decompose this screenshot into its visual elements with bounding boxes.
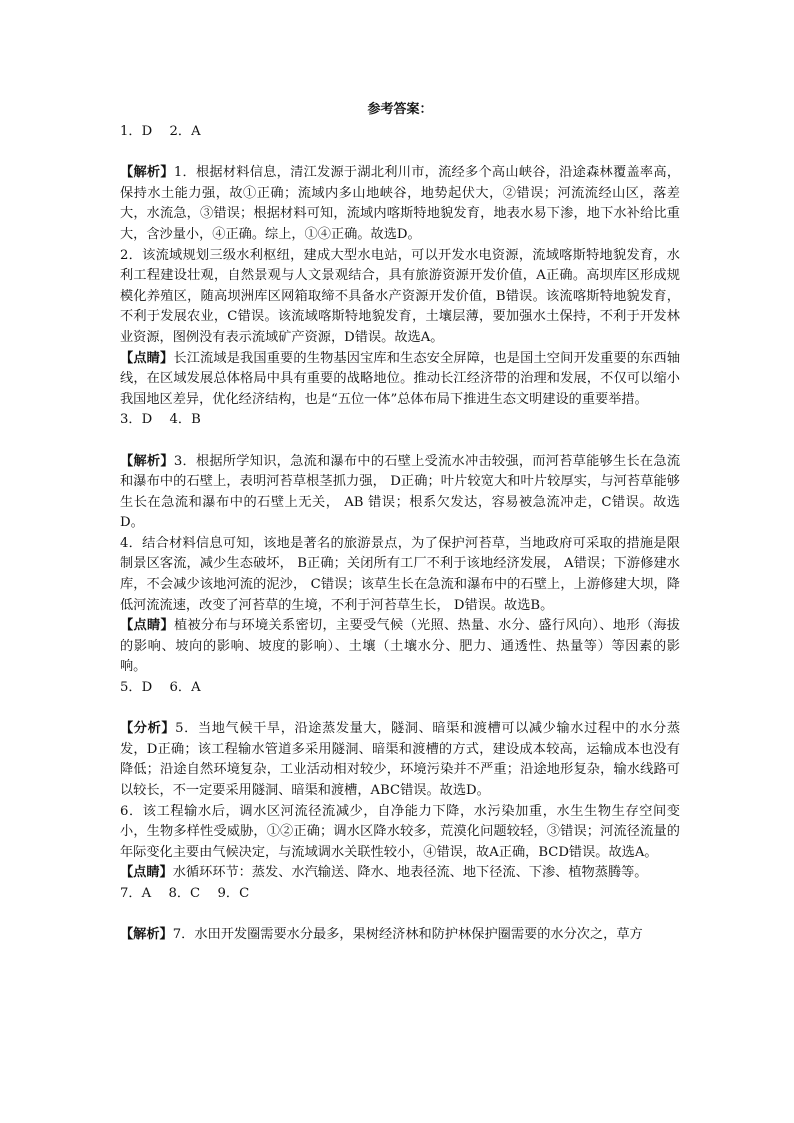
analysis-q4 — [120, 534, 680, 616]
spacer — [120, 143, 680, 164]
analysis-q6 — [120, 802, 680, 864]
answer-line-7-9 — [120, 884, 680, 905]
analysis-text: 3．根据所学知识，急流和瀑布中的石壁上受流水冲击较强，而河苔草能够生长在急流和瀑布中的石壁上，表明河苔草根茎抓力强， D正确；叶片较宽大和叶片较厚实，与河苔草能够生长在急流和瀑布中的石壁上无关， AB 错误；根系欠发达，容易被急流冲走，C错误。故选D。 — [120, 453, 681, 531]
analysis-q2 — [120, 246, 680, 349]
section-tag: 【点睛】 — [120, 618, 174, 634]
answer-text: 7．A 8．C 9．C — [120, 885, 250, 901]
section-tag: 【分析】 — [120, 721, 176, 737]
analysis-text: 1．根据材料信息，清江发源于湖北利川市，流经多个高山峡谷，沿途森林覆盖率高，保持水土能力强，故①正确；流域内多山地峡谷，地势起伏大，②错误；河流流经山区，落差大，水流急，③错误；根据材料可知，流域内喀斯特地貌发育，地表水易下渗，地下水补给比重大，含沙量小，④正确。综上，①④正确。故选D。 — [120, 165, 681, 242]
analysis-text: 6．该工程输水后，调水区河流径流减少，自净能力下降，水污染加重，水生生物生存空间变小，生物多样性受威胁，①②正确；调水区降水较多，荒漠化问题较轻，③错误；河流径流量的年际变化主要由气候决定，与流域调水关联性较小，④错误，故A正确，BCD错误。故选A。 — [120, 803, 680, 860]
section-tag: 【解析】 — [120, 453, 174, 469]
analysis-q1 — [120, 163, 680, 245]
spacer — [120, 431, 680, 452]
spacer — [120, 905, 680, 926]
section-tag: 【解析】 — [120, 165, 174, 181]
analysis-text: 7．水田开发圈需要水分最多，果树经济林和防护林保护圈需要的水分次之，草方 — [172, 927, 643, 943]
tip-3 — [120, 863, 680, 884]
answer-page — [120, 100, 680, 946]
spacer — [120, 699, 680, 720]
section-tag: 【点睛】 — [120, 865, 173, 881]
section-tag: 【点睛】 — [120, 350, 174, 366]
answer-line-5-6 — [120, 678, 680, 699]
answer-text: 1．D 2．A — [120, 124, 201, 139]
tip-1 — [120, 349, 680, 411]
analysis-text: 2．该流域规划三级水利枢纽，建成大型水电站，可以开发水电资源，流域喀斯特地貌发育，水利工程建设壮观，自然景观与人文景观结合，具有旅游资源开发价值，A正确。高坝库区形成规模化养殖区，随高坝洲库区网箱取缔不具备水产资源开发价值，B错误。该流喀斯特地貌发育，不利于发展农业，C错误。该流域喀斯特地貌发育，土壤层薄，要加强水土保持，不利于开发林业资源，图例没有表示流域矿产资源，D错误。故选A。 — [120, 247, 680, 345]
section-tag: 【解析】 — [120, 927, 173, 943]
analysis-q7 — [120, 925, 680, 946]
answer-text: 5．D 6．A — [120, 680, 201, 696]
tip-2 — [120, 616, 680, 678]
answer-line-1-2 — [120, 122, 680, 143]
page-title: 参考答案： — [367, 102, 433, 117]
analysis-text: 5．当地气候干旱，沿途蒸发量大，隧洞、暗渠和渡槽可以减少输水过程中的水分蒸发，D正确；该工程输水管道多采用隧洞、暗渠和渡槽的方式，建设成本较高，运输成本也没有降低；沿途自然环境复杂，工业活动相对较少，环境污染并不严重；沿途地形复杂，输水线路可以较长，不一定要采用隧洞、暗渠和渡槽，ABC错误。故选D。 — [120, 721, 681, 798]
tip-text: 植被分布与环境关系密切，主要受气候（光照、热量、水分、盛行风向）、地形（海拔的影响、坡向的影响、坡度的影响）、土壤（土壤水分、肥力、通透性、热量等）等因素的影响。 — [120, 618, 680, 675]
analysis-text: 4．结合材料信息可知，该地是著名的旅游景点，为了保护河苔草，当地政府可采取的措施是限制景区客流，减少生态破坏， B正确；关闭所有工厂不利于该地经济发展， A错误；下游修建水库，不会减少该地河流的泥沙， C错误；该草生长在急流和瀑布中的石壁上，上游修建大坝，降低河流流速，改变了河苔草的生境，不利于河苔草生长， D错误。故选B。 — [120, 535, 680, 613]
tip-text: 水循环环节：蒸发、水汽输送、降水、地表径流、地下径流、下渗、植物蒸腾等。 — [172, 865, 648, 881]
tip-text: 长江流域是我国重要的生物基因宝库和生态安全屏障，也是国土空间开发重要的东西轴线，在区域发展总体格局中具有重要的战略地位。推动长江经济带的治理和发展，不仅可以缩小我国地区差异，优化经济结构，也是“五位一体”总体布局下推进生态文明建设的重要举措。 — [120, 350, 681, 407]
answer-line-3-4 — [120, 410, 680, 431]
analysis-q5 — [120, 719, 680, 801]
answer-text: 3．D 4．B — [120, 412, 201, 428]
analysis-q3 — [120, 452, 680, 534]
